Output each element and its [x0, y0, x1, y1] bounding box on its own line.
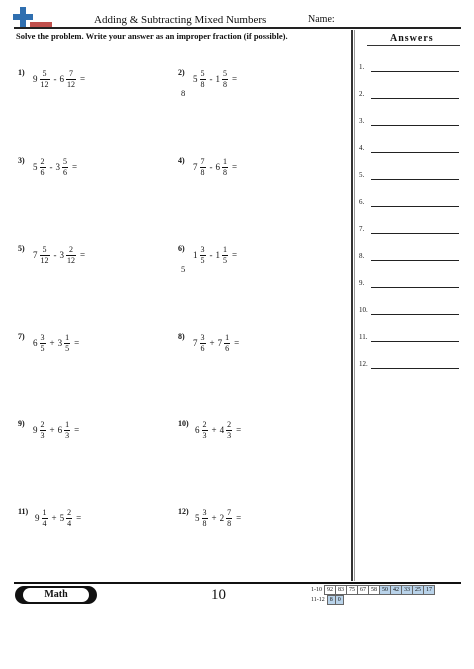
expression	[33, 326, 82, 360]
whole-part-2: 1	[215, 74, 220, 84]
column-divider-thin	[354, 30, 355, 581]
problem-number: 10)	[178, 419, 189, 428]
numerator: 7	[200, 156, 205, 166]
operator: +	[209, 338, 215, 348]
expression	[195, 413, 244, 447]
denominator: 3	[65, 430, 70, 440]
footer-rule	[14, 582, 461, 584]
numerator: 7	[227, 507, 232, 517]
worksheet-title: Adding & Subtracting Mixed Numbers	[94, 14, 267, 26]
fraction-2	[226, 508, 232, 529]
answer-blank-line[interactable]	[371, 287, 459, 288]
score-cell: 8	[327, 596, 335, 605]
numerator: 1	[223, 156, 227, 166]
answer-blank-line[interactable]	[371, 71, 459, 72]
problem-number: 2)	[178, 68, 185, 77]
equals-sign: =	[74, 338, 80, 348]
denominator: 4	[42, 518, 47, 528]
whole-part-2: 4	[219, 425, 225, 435]
fraction-1	[40, 157, 46, 178]
numerator: 1	[225, 332, 230, 342]
equals-sign: =	[232, 250, 238, 260]
operator: +	[211, 513, 217, 523]
fraction-2	[62, 157, 68, 178]
numerator: 5	[223, 68, 227, 78]
problem-number: 6)	[178, 244, 185, 253]
whole-part-1: 9	[33, 425, 38, 435]
denominator: 6	[63, 167, 67, 177]
whole-part-1: 7	[193, 338, 198, 348]
fraction-2	[222, 69, 228, 90]
whole-part-1: 6	[33, 338, 38, 348]
equals-sign: =	[76, 513, 82, 523]
denominator: 8	[200, 79, 205, 89]
answer-blank-line[interactable]	[371, 341, 459, 342]
numerator: 2	[202, 419, 207, 429]
numerator: 7	[69, 68, 73, 78]
fraction-1	[40, 245, 50, 266]
score-row-label: 11-12	[311, 597, 325, 603]
fraction-1	[40, 333, 46, 354]
problem-item	[18, 150, 168, 184]
whole-part-2: 6	[215, 162, 220, 172]
operator: -	[53, 74, 57, 84]
denominator: 8	[223, 167, 227, 177]
score-cell: 67	[358, 586, 369, 595]
score-table-row2	[309, 595, 344, 605]
fraction-1	[200, 69, 206, 90]
answer-number: 7.	[359, 225, 365, 233]
fraction-2	[64, 420, 70, 441]
page-number: 10	[211, 587, 226, 603]
numerator: 2	[227, 419, 232, 429]
fraction-2	[226, 420, 232, 441]
problem-item	[18, 238, 168, 272]
operator: +	[49, 338, 55, 348]
whole-part-1: 9	[35, 513, 40, 523]
fraction-1	[202, 420, 208, 441]
expression	[33, 62, 88, 96]
fraction-2	[64, 333, 70, 354]
numerator: 2	[40, 419, 45, 429]
numerator: 5	[42, 68, 47, 78]
operator: -	[53, 250, 57, 260]
operator: -	[49, 162, 53, 172]
denominator: 5	[65, 343, 70, 353]
fraction-1	[202, 508, 208, 529]
answer-number: 10.	[359, 306, 368, 314]
answer-blank-line[interactable]	[371, 125, 459, 126]
problem-item	[178, 326, 328, 360]
whole-part-2: 2	[219, 513, 225, 523]
expression	[193, 62, 240, 96]
problem-number: 7)	[18, 332, 25, 341]
problem-number: 9)	[18, 419, 25, 428]
answer-number: 6.	[359, 198, 365, 206]
numerator: 1	[65, 419, 70, 429]
whole-part-1: 5	[195, 513, 200, 523]
score-cell: 42	[391, 586, 402, 595]
denominator: 5	[223, 255, 227, 265]
equals-sign: =	[236, 513, 242, 523]
answers-heading: Answers	[390, 33, 434, 44]
whole-part-1: 7	[33, 250, 38, 260]
answer-number: 8.	[359, 252, 365, 260]
answer-blank-line[interactable]	[371, 260, 459, 261]
whole-part-2: 3	[59, 250, 64, 260]
answer-blank-line[interactable]	[371, 98, 459, 99]
problem-item	[178, 62, 328, 96]
answer-blank-line[interactable]	[371, 152, 459, 153]
problem-number: 1)	[18, 68, 25, 77]
numerator: 1	[42, 507, 47, 517]
operator: -	[209, 250, 213, 260]
problem-item	[18, 62, 168, 96]
expression	[35, 501, 84, 535]
equals-sign: =	[234, 338, 240, 348]
instructions: Solve the problem. Write your answer as an improper fraction (if possible).	[16, 31, 288, 41]
stray-digit: 5	[181, 264, 186, 274]
problem-item	[178, 150, 328, 184]
problem-number: 4)	[178, 156, 185, 165]
whole-part-1: 9	[33, 74, 38, 84]
score-cell: 0	[335, 596, 343, 605]
numerator: 2	[69, 244, 73, 254]
answer-number: 12.	[359, 360, 368, 368]
answer-blank-line[interactable]	[371, 314, 459, 315]
problem-number: 8)	[178, 332, 185, 341]
whole-part-2: 6	[59, 74, 64, 84]
fraction-2	[66, 245, 76, 266]
denominator: 6	[40, 167, 45, 177]
fraction-1	[200, 157, 206, 178]
expression	[33, 150, 80, 184]
stray-digit: 8	[181, 88, 186, 98]
answer-number: 2.	[359, 90, 365, 98]
subject-label: Math	[23, 588, 89, 602]
problem-item	[178, 413, 328, 447]
denominator: 8	[223, 79, 227, 89]
score-cell: 50	[380, 586, 391, 595]
answer-number: 9.	[359, 279, 365, 287]
score-cell: 58	[369, 586, 380, 595]
answer-blank-line[interactable]	[371, 368, 459, 369]
operator: -	[209, 74, 213, 84]
whole-part-1: 7	[193, 162, 198, 172]
fraction-2	[222, 245, 228, 266]
whole-part-2: 5	[59, 513, 65, 523]
expression	[195, 501, 244, 535]
denominator: 6	[225, 343, 230, 353]
problem-number: 5)	[18, 244, 25, 253]
expression	[193, 150, 240, 184]
score-table-row1	[309, 585, 435, 595]
fraction-1	[42, 508, 48, 529]
whole-part-1: 1	[193, 250, 198, 260]
denominator: 6	[200, 343, 205, 353]
score-row-label: 1-10	[311, 587, 322, 593]
answer-number: 3.	[359, 117, 365, 125]
operator: -	[209, 162, 213, 172]
denominator: 3	[227, 430, 232, 440]
numerator: 5	[63, 156, 67, 166]
column-divider	[351, 30, 353, 581]
whole-part-1: 5	[193, 74, 198, 84]
answer-blank-line[interactable]	[371, 206, 459, 207]
problem-item	[178, 238, 328, 272]
numerator: 2	[67, 507, 72, 517]
denominator: 8	[227, 518, 232, 528]
whole-part-1: 5	[33, 162, 38, 172]
fraction-1	[40, 420, 46, 441]
answer-number: 5.	[359, 171, 365, 179]
score-cell: 17	[424, 586, 435, 595]
numerator: 3	[200, 332, 205, 342]
expression	[193, 326, 242, 360]
numerator: 3	[202, 507, 207, 517]
denominator: 8	[200, 167, 205, 177]
denominator: 12	[40, 79, 49, 89]
denominator: 4	[67, 518, 72, 528]
answer-blank-line[interactable]	[371, 233, 459, 234]
numerator: 1	[223, 244, 227, 254]
answer-blank-line[interactable]	[371, 179, 459, 180]
denominator: 12	[40, 255, 49, 265]
expression	[33, 238, 88, 272]
equals-sign: =	[236, 425, 242, 435]
numerator: 3	[200, 244, 205, 254]
score-cell: 33	[402, 586, 413, 595]
problem-number: 12)	[178, 507, 189, 516]
problem-item	[18, 326, 168, 360]
fraction-2	[66, 508, 72, 529]
denominator: 5	[200, 255, 205, 265]
expression	[193, 238, 240, 272]
operator: +	[51, 513, 57, 523]
numerator: 5	[200, 68, 205, 78]
whole-part-2: 3	[57, 338, 63, 348]
operator: +	[211, 425, 217, 435]
score-cell: 75	[347, 586, 358, 595]
answer-number: 4.	[359, 144, 365, 152]
whole-part-2: 1	[215, 250, 220, 260]
expression	[33, 413, 82, 447]
numerator: 1	[65, 332, 70, 342]
numerator: 5	[42, 244, 47, 254]
name-label: Name:	[308, 14, 335, 25]
score-cell: 83	[336, 586, 347, 595]
denominator: 12	[67, 79, 75, 89]
numerator: 3	[40, 332, 45, 342]
denominator: 3	[202, 430, 207, 440]
equals-sign: =	[80, 74, 86, 84]
problem-number: 11)	[18, 507, 29, 516]
whole-part-2: 6	[57, 425, 63, 435]
score-cell: 25	[413, 586, 424, 595]
denominator: 12	[67, 255, 75, 265]
problem-item	[178, 501, 328, 535]
fraction-1	[200, 333, 206, 354]
whole-part-1: 6	[195, 425, 200, 435]
fraction-2	[222, 157, 228, 178]
header-rule	[14, 27, 461, 29]
whole-part-2: 3	[55, 162, 60, 172]
denominator: 5	[40, 343, 45, 353]
equals-sign: =	[72, 162, 78, 172]
fraction-2	[224, 333, 230, 354]
answers-rule	[367, 45, 460, 46]
fraction-2	[66, 69, 76, 90]
equals-sign: =	[232, 74, 238, 84]
equals-sign: =	[74, 425, 80, 435]
problem-item	[18, 501, 168, 535]
fraction-1	[200, 245, 206, 266]
denominator: 3	[40, 430, 45, 440]
subject-badge	[15, 586, 97, 604]
equals-sign: =	[232, 162, 238, 172]
denominator: 8	[202, 518, 207, 528]
fraction-1	[40, 69, 50, 90]
equals-sign: =	[80, 250, 86, 260]
problem-number: 3)	[18, 156, 25, 165]
whole-part-2: 7	[217, 338, 223, 348]
answer-number: 1.	[359, 63, 365, 71]
answer-number: 11.	[359, 333, 368, 341]
operator: +	[49, 425, 55, 435]
score-cell: 92	[325, 586, 336, 595]
numerator: 2	[40, 156, 45, 166]
problem-item	[18, 413, 168, 447]
